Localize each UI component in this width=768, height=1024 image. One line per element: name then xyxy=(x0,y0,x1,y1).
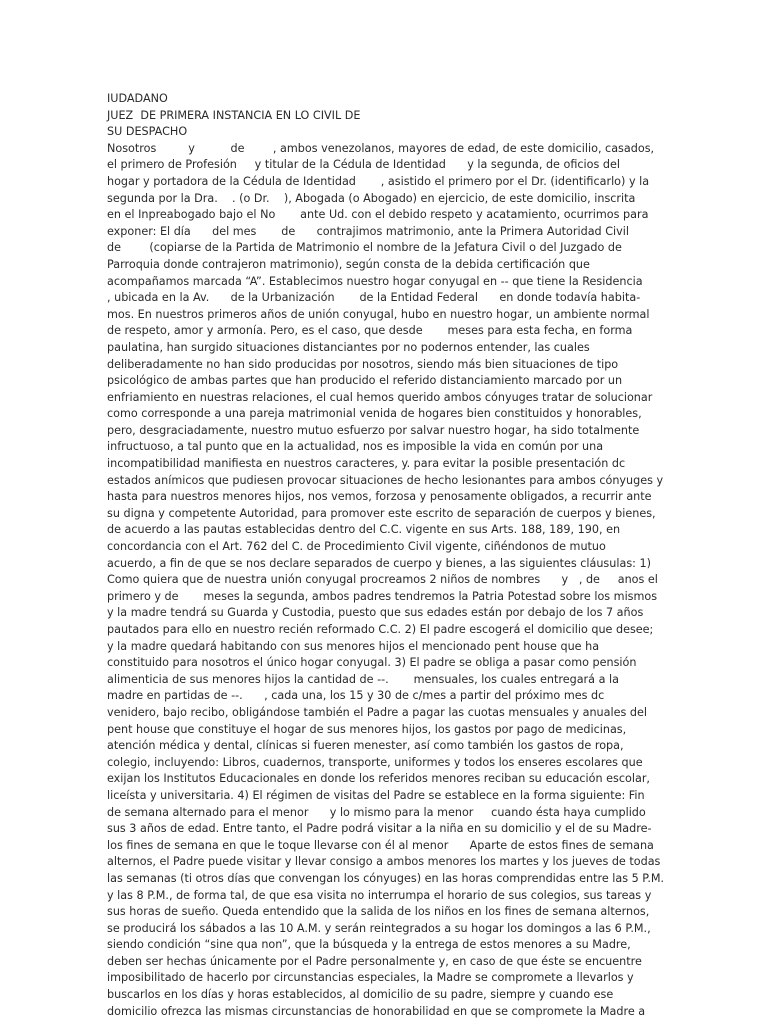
body-text-line: mos. En nuestros primeros años de unión conyugal, hubo en nuestro hogar, un ambiente normal xyxy=(107,307,650,321)
body-text-line: liceísta y universitaria. 4) El régimen de visitas del Padre se establece en la forma siguiente: Fin xyxy=(107,788,645,802)
body-text-line: imposibilitado de hacerlo por circunstancias especiales, la Madre se compromete a llevarlos y xyxy=(107,971,634,985)
body-text-line: Nosotros y de , ambos venezolanos, mayores de edad, de este domicilio, casados, xyxy=(107,141,655,155)
body-text-line: buscarlos en los días y horas establecidos, al domicilio de su padre, siempre y cuando ese xyxy=(107,988,614,1002)
body-text-line: segunda por la Dra. . (o Dr. ), Abogada (o Abogado) en ejercicio, de este domicilio, inscrita xyxy=(107,191,636,205)
body-text-line: siendo condición “sine qua non”, que la búsqueda y la entrega de estos menores a su Madre, xyxy=(107,938,631,952)
body-text-line: y las 8 P.M., de forma tal, de que esa visita no interrumpa el horario de sus colegios, sus tareas y xyxy=(107,888,652,902)
body-text-line: su digna y competente Autoridad, para promover este escrito de separación de cuerpos y bienes, xyxy=(107,506,656,520)
body-text-line: colegio, incluyendo: Libros, cuadernos, transporte, uniformes y todos los enseres escolares que xyxy=(107,755,643,769)
body-text-line: se producirá los sábados a las 10 A.M. y serán reintegrados a su hogar los domingos a las 6 P.M., xyxy=(107,921,651,935)
body-text-line: sus horas de sueño. Queda entendido que la salida de los niños en los fines de semana alternos, xyxy=(107,905,650,919)
document-body xyxy=(107,91,667,1020)
body-text-line: de (copiarse de la Partida de Matrimonio el nombre de la Jefatura Civil o del Juzgado de xyxy=(107,241,622,255)
body-text-line: constituido para nosotros el único hogar conyugal. 3) El padre se obliga a pasar como pensión xyxy=(107,656,637,670)
body-text-line: madre en partidas de --. , cada una, los 15 y 30 de c/mes a partir del próximo mes dc xyxy=(107,689,605,703)
body-text-line: incompatibilidad manifiesta en nuestros caracteres, y. para evitar la posible presentación dc xyxy=(107,457,626,471)
body-text-line: venidero, bajo recibo, obligándose también el Padre a pagar las cuotas mensuales y anuales del xyxy=(107,705,647,719)
body-text-line: Parroquia donde contrajeron matrimonio), según consta de la debida certificación que xyxy=(107,257,590,271)
body-text-line: concordancia con el Art. 762 del C. de Procedimiento Civil vigente, ciñéndonos de mutuo xyxy=(107,540,606,554)
body-text-line: alternos, el Padre puede visitar y llevar consigo a ambos menores los martes y los jueves de todas xyxy=(107,855,661,869)
body-text-line: sus 3 años de edad. Entre tanto, el Padre podrá visitar a la niña en su domicilio y el de su Madre- xyxy=(107,822,652,836)
heading-line: JUEZ DE PRIMERA INSTANCIA EN LO CIVIL DE xyxy=(107,108,361,122)
body-text-line: los fines de semana en que le toque llevarse con él al menor Aparte de estos fines de semana xyxy=(107,838,654,852)
body-text-line: en el Inpreabogado bajo el No ante Ud. con el debido respeto y acatamiento, ocurrimos para xyxy=(107,208,649,222)
body-text-line: enfriamiento en nuestras relaciones, el cual hemos querido ambos cónyuges tratar de solucionar xyxy=(107,390,653,404)
body-text-line: , ubicada en la Av. de la Urbanización de la Entidad Federal en donde todavía habita- xyxy=(107,291,641,305)
body-text-line: infructuoso, a tal punto que en la actualidad, nos es imposible la vida en común por una xyxy=(107,440,604,454)
body-text-line: de respeto, amor y armonía. Pero, es el caso, que desde meses para esta fecha, en forma xyxy=(107,324,633,338)
body-text-line: primero y de meses la segunda, ambos padres tendremos la Patria Potestad sobre los mismos xyxy=(107,589,658,603)
body-text-line: pautados para ello en nuestro recién reformado C.C. 2) El padre escogerá el domicilio que desee; xyxy=(107,623,654,636)
body-text-line: acompañamos marcada “A”. Establecimos nuestro hogar conyugal en -- que tiene la Residencia xyxy=(107,274,643,288)
body-text-line: pero, desgraciadamente, nuestro mutuo esfuerzo por salvar nuestro hogar, ha sido totalmente xyxy=(107,423,640,437)
body-text-line: y la madre quedará habitando con sus menores hijos el mencionado pent house que ha xyxy=(107,639,600,653)
body-text-line: hogar y portadora de la Cédula de Identidad , asistido el primero por el Dr. (identificarlo) y la xyxy=(107,174,650,188)
body-text-line: paulatina, han surgido situaciones distanciantes por no podernos entender, las cuales xyxy=(107,340,590,354)
body-text-line: el primero de Profesión y titular de la Cédula de Identidad y la segunda, de oficios del xyxy=(107,158,620,172)
body-text-line: atención médica y dental, clínicas si fueren menester, así como también los gastos de ropa, xyxy=(107,739,624,753)
body-text-line: pent house que constituye el hogar de sus menores hijos, los gastos por pago de medicinas, xyxy=(107,722,627,736)
body-text-line: alimenticia de sus menores hijos la cantidad de --. mensuales, los cuales entregará a la xyxy=(107,672,619,686)
body-text-line: Como quiera que de nuestra unión conyugal procreamos 2 niños de nombres y , de anos el xyxy=(107,573,658,587)
body-text-line: estados anímicos que pudiesen provocar situaciones de hecho lesionantes para ambos cónyuges y xyxy=(107,473,664,487)
body-text-line: domicilio ofrezca las mismas circunstancias de honorabilidad en que se compromete la Madre a xyxy=(107,1004,646,1018)
body-text-line: y la madre tendrá su Guarda y Custodia, puesto que sus edades están por debajo de los 7 años xyxy=(107,606,644,620)
body-text-line: hasta para nuestros menores hijos, nos vemos, forzosa y penosamente obligados, a recurrir ante xyxy=(107,490,652,504)
heading-line: SU DESPACHO xyxy=(107,125,188,139)
body-text-line: deliberadamente no han sido producidas por nosotros, siendo más bien situaciones de tipo xyxy=(107,357,619,371)
body-text-line: exponer: El día del mes de contrajimos matrimonio, ante la Primera Autoridad Civil xyxy=(107,224,629,238)
body-text-line: de acuerdo a las pautas establecidas dentro del C.C. vigente en sus Arts. 188, 189, 190, en xyxy=(107,523,621,537)
body-text-line: acuerdo, a fin de que se nos declare separados de cuerpo y bienes, a las siguientes cláusulas: 1) xyxy=(107,556,651,570)
body-text-line: las semanas (ti otros días que convengan los cónyuges) en las horas comprendidas entre las 5 P.M. xyxy=(107,871,665,885)
body-text-line: como corresponde a una pareja matrimonial venida de hogares bien constituidos y honorables, xyxy=(107,407,642,421)
body-text-line: psicológico de ambas partes que han producido el referido distanciamiento marcado por un xyxy=(107,374,623,388)
body-text-line: deben ser hechas únicamente por el Padre personalmente y, en caso de que éste se encuentre xyxy=(107,954,642,968)
body-text-line: de semana alternado para el menor y lo mismo para la menor cuando ésta haya cumplido xyxy=(107,805,646,819)
body-text-line: exijan los Institutos Educacionales en donde los referidos menores reciban su educación escolar, xyxy=(107,772,650,786)
heading-line: IUDADANO xyxy=(107,92,168,105)
